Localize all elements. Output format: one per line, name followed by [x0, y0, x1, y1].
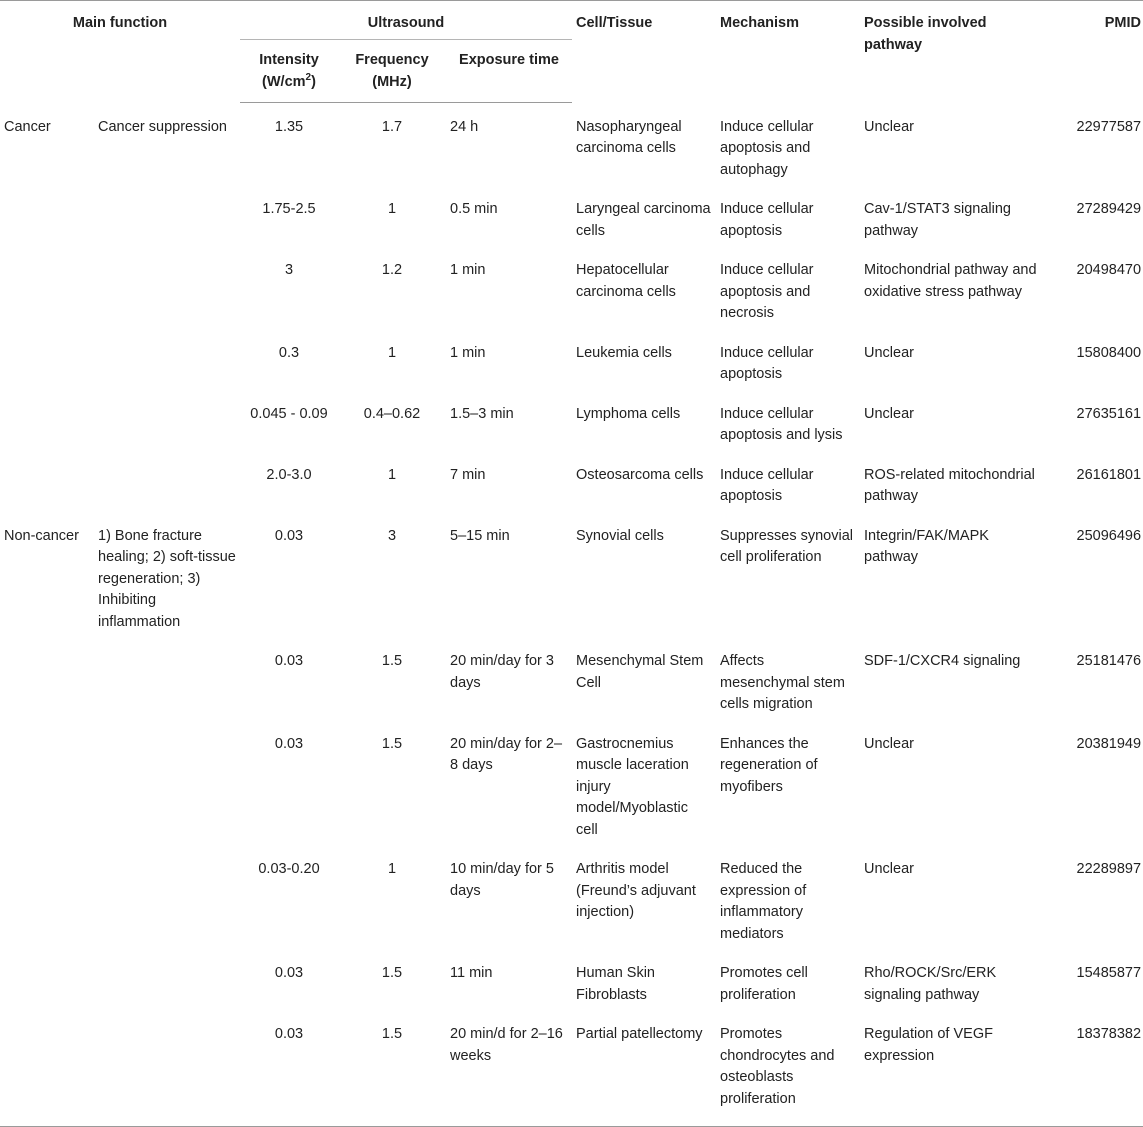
table-row: [0, 329, 1143, 390]
frequency-cell: 1: [387, 344, 397, 361]
cell-tissue-cell: Nasopharyngeal carcinoma cells: [576, 118, 682, 156]
exposure-cell: 11 min: [450, 965, 493, 981]
header-frequency: Frequency (MHz): [338, 40, 446, 103]
intensity-cell: 0.03: [240, 1010, 338, 1127]
frequency-cell: 1: [387, 201, 397, 217]
cell-tissue-cell: Gastrocnemius muscle laceration injury model/Myoblastic cell: [576, 735, 689, 838]
pathway-cell: Unclear: [864, 861, 914, 877]
mechanism-cell: Induce cellular apoptosis and necrosis: [720, 262, 814, 321]
exposure-cell: 7 min: [450, 466, 486, 483]
exposure-cell: 1 min: [450, 262, 486, 278]
header-intensity: Intensity $(W/cm^2)$: [240, 40, 338, 103]
frequency-cell: 3: [387, 527, 397, 544]
frequency-cell: 0.4–0.62: [363, 405, 421, 422]
cell-tissue-cell: Human Skin Fibroblasts: [576, 965, 655, 1003]
pmid-cell: 15808400: [1076, 344, 1142, 361]
cell-tissue-cell: Synovial cells: [576, 527, 664, 544]
cell-tissue-cell: Leukemia cells: [576, 344, 672, 361]
header-ultrasound: Ultrasound: [240, 1, 572, 40]
header-pathway: Possible involved pathway: [860, 1, 1048, 103]
header-exposure: Exposure time: [446, 40, 572, 103]
mechanism-cell: Induce cellular apoptosis: [720, 201, 814, 239]
intensity-cell: 0.045 - 0.09: [250, 405, 328, 422]
cell-tissue-cell: Arthritis model (Freund’s adjuvant injection): [576, 861, 696, 920]
exposure-cell: 0.5 min: [450, 201, 498, 217]
cell-tissue-cell: Osteosarcoma cells: [576, 466, 704, 483]
intensity-cell: 0.03-0.20: [258, 861, 320, 877]
pathway-cell: Integrin/FAK/MAPK pathway: [864, 527, 989, 565]
table-row: [0, 949, 1143, 1010]
exposure-cell: 20 min/d for 2–16 weeks: [446, 1010, 572, 1127]
exposure-cell: 1.5–3 min: [450, 405, 514, 422]
pathway-cell: Regulation of VEGF expression: [860, 1010, 1048, 1127]
pmid-cell: 20498470: [1076, 262, 1142, 278]
frequency-cell: 1.5: [381, 965, 403, 981]
pathway-cell: Unclear: [864, 118, 914, 135]
mechanism-cell: Reduced the expression of inflammatory mediators: [720, 861, 807, 942]
cell-tissue-cell: Laryngeal carcinoma cells: [576, 201, 711, 239]
header-pmid: PMID: [1048, 1, 1143, 103]
pathway-cell: Cav-1/STAT3 signaling pathway: [864, 201, 1011, 239]
intensity-cell: 1.75-2.5: [262, 201, 316, 217]
mechanism-cell: Induce cellular apoptosis: [720, 344, 814, 382]
pmid-cell: 15485877: [1076, 965, 1142, 981]
mechanism-cell: Induce cellular apoptosis: [720, 466, 814, 504]
mechanism-cell: Affects mesenchymal stem cells migration: [720, 653, 845, 712]
frequency-cell: 1.5: [381, 735, 403, 752]
intensity-cell: 1.35: [274, 119, 304, 135]
pathway-cell: ROS-related mitochondrial pathway: [864, 466, 1035, 504]
cell-tissue-cell: Partial patellectomy: [572, 1010, 716, 1127]
pmid-cell: 20381949: [1076, 735, 1142, 752]
pathway-cell: Mitochondrial pathway and oxidative stress pathway: [864, 262, 1037, 300]
frequency-cell: 1: [387, 466, 397, 483]
table-row: [0, 512, 1143, 638]
table-row: [0, 451, 1143, 512]
table-header: [0, 1, 1143, 103]
header-mechanism: Mechanism: [716, 1, 860, 103]
table-row: [0, 720, 1143, 846]
mechanism-cell: Promotes chondrocytes and osteoblasts proliferation: [716, 1010, 860, 1127]
exposure-cell: 20 min/day for 3 days: [450, 653, 554, 691]
intensity-cell: 0.3: [278, 344, 300, 361]
mechanism-cell: Suppresses synovial cell proliferation: [720, 527, 854, 565]
table-row: [0, 103, 1143, 186]
table-row: [0, 390, 1143, 451]
function-cell: Cancer suppression: [98, 118, 227, 135]
pathway-cell: Unclear: [864, 405, 914, 422]
intensity-cell: 0.03: [274, 735, 304, 752]
category-cell: Non-cancer: [4, 527, 79, 544]
exposure-cell: 20 min/day for 2–8 days: [450, 735, 563, 773]
intensity-cell: 0.03: [274, 653, 304, 669]
exposure-cell: 5–15 min: [450, 527, 510, 544]
frequency-cell: 1.2: [381, 262, 403, 278]
frequency-cell: 1.7: [381, 119, 403, 135]
pmid-cell: 22977587: [1076, 118, 1142, 135]
frequency-cell: 1: [387, 861, 397, 877]
pmid-cell: 25181476: [1076, 653, 1142, 669]
pathway-cell: Rho/ROCK/Src/ERK signaling pathway: [864, 965, 997, 1003]
category-cell: Cancer: [4, 118, 51, 135]
exposure-cell: 1 min: [450, 344, 486, 361]
table-row: [0, 246, 1143, 329]
mechanism-cell: Promotes cell proliferation: [720, 965, 808, 1003]
table-row: [0, 1010, 1143, 1127]
function-cell: 1) Bone fracture healing; 2) soft-tissue regeneration; 3) Inhibiting inflammation: [98, 527, 236, 630]
pathway-cell: Unclear: [864, 735, 914, 752]
cell-tissue-cell: Lymphoma cells: [576, 405, 681, 422]
mechanism-cell: Enhances the regeneration of myofibers: [720, 735, 818, 795]
frequency-cell: 1.5: [381, 653, 403, 669]
pmid-cell: 26161801: [1076, 466, 1142, 483]
pmid-cell: 27289429: [1076, 201, 1142, 217]
mechanism-cell: Induce cellular apoptosis and autophagy: [720, 118, 814, 178]
intensity-cell: 0.03: [274, 527, 304, 544]
exposure-cell: 10 min/day for 5 days: [450, 861, 554, 899]
table-row: [0, 845, 1143, 949]
table-row: [0, 185, 1143, 246]
frequency-cell: 1.5: [338, 1010, 446, 1127]
cell-tissue-cell: Hepatocellular carcinoma cells: [576, 262, 676, 300]
cell-tissue-cell: Mesenchymal Stem Cell: [576, 653, 704, 691]
pathway-cell: Unclear: [864, 344, 914, 361]
intensity-cell: 2.0-3.0: [266, 466, 312, 483]
exposure-cell: 24 h: [450, 119, 479, 135]
pathway-cell: SDF-1/CXCR4 signaling: [864, 653, 1021, 669]
table-row: [0, 637, 1143, 720]
header-main-function: Main function: [0, 1, 240, 103]
pmid-cell: 25096496: [1076, 527, 1142, 544]
mechanism-cell: Induce cellular apoptosis and lysis: [720, 405, 843, 443]
table-body: [0, 103, 1143, 1127]
pmid-cell: 22289897: [1076, 861, 1142, 877]
intensity-cell: 0.03: [274, 965, 304, 981]
pmid-cell: 18378382: [1048, 1010, 1143, 1127]
intensity-cell: 3: [284, 262, 294, 278]
header-cell-tissue: Cell/Tissue: [572, 1, 716, 103]
pmid-cell: 27635161: [1076, 405, 1142, 422]
